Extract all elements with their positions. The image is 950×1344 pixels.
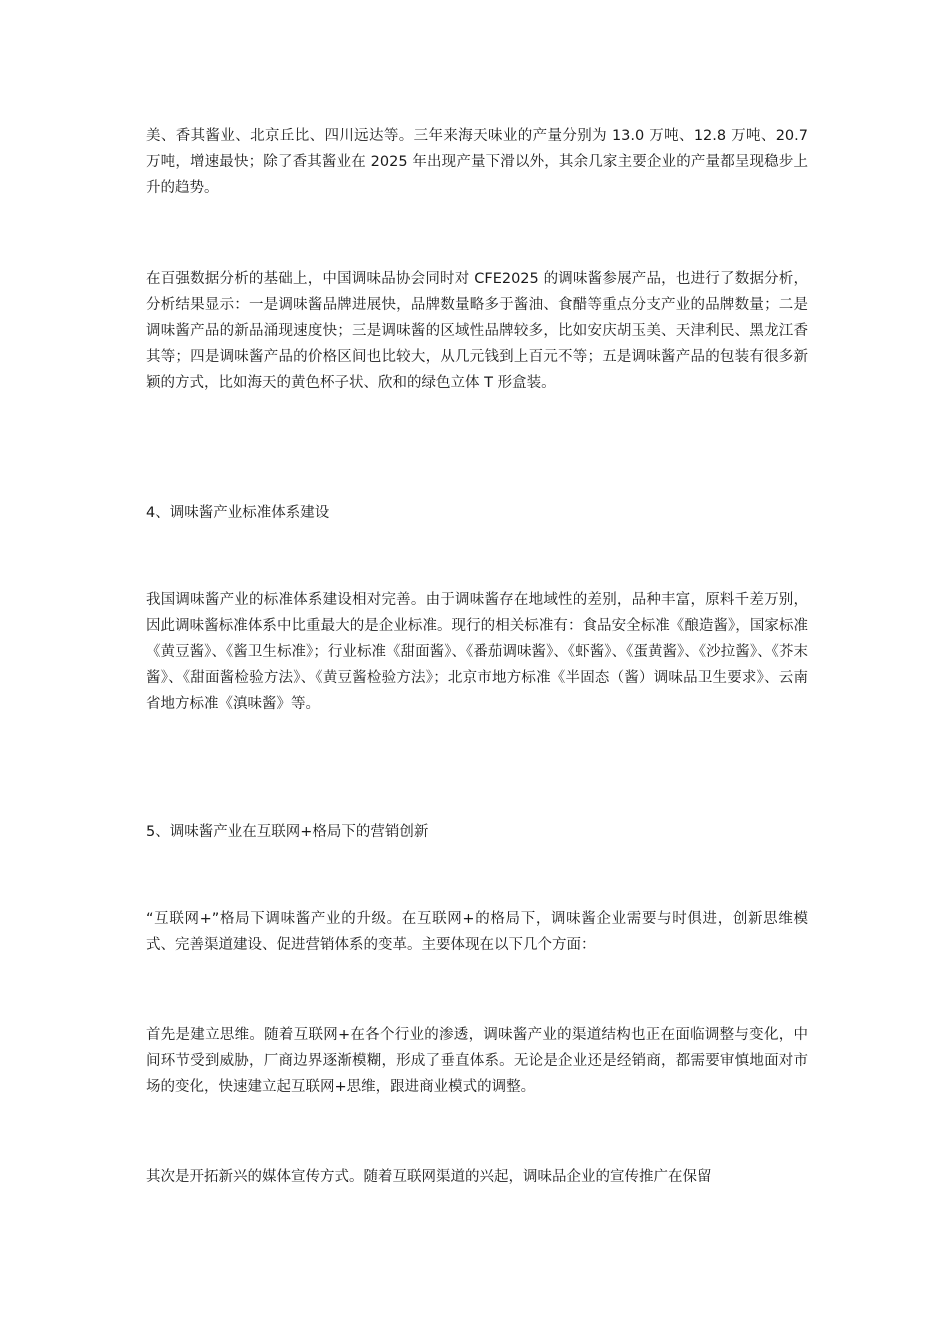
body-paragraph: 在百强数据分析的基础上，中国调味品协会同时对 CFE2025 的调味酱参展产品，也进行了数据分析，分析结果显示：一是调味酱品牌进展快，品牌数量略多于酱油、食醋等重点分支产业的品牌数量；二是调味酱产品的新品涌现速度快；三是调味酱的区域性品牌较多，比如安庆胡玉美、天津利民、黑龙江香其等；四是调味酱产品的价格区间也比较大，从几元钱到上百元不等；五是调味酱产品的包装有很多新颖的方式，比如海天的黄色杯子状、欣和的绿色立体 T 形盒装。 [146, 271, 808, 391]
body-paragraph: 我国调味酱产业的标准体系建设相对完善。由于调味酱存在地域性的差别，品种丰富，原料千差万别，因此调味酱标准体系中比重最大的是企业标准。现行的相关标准有：食品安全标准《酿造酱》，国家标准《黄豆酱》、《酱卫生标准》；行业标准《甜面酱》、《番茄调味酱》、《虾酱》、《蛋黄酱》、《沙拉酱》、《芥末酱》、《甜面酱检验方法》、《黄豆酱检验方法》；北京市地方标准《半固态（酱）调味品卫生要求》、云南省地方标准《滇味酱》等。 [146, 592, 808, 712]
body-paragraph: 美、香其酱业、北京丘比、四川远达等。三年来海天味业的产量分别为 13.0 万吨、12.8 万吨、20.7 万吨，增速最快；除了香其酱业在 2025 年出现产量下滑以外，其余几家主要企业的产量都呈现稳步上升的趋势。 [146, 128, 808, 196]
body-paragraph: 首先是建立思维。随着互联网+在各个行业的渗透，调味酱产业的渠道结构也正在面临调整与变化，中间环节受到威胁，厂商边界逐渐模糊，形成了垂直体系。无论是企业还是经销商，都需要审慎地面对市场的变化，快速建立起互联网+思维，跟进商业模式的调整。 [146, 1027, 808, 1095]
body-paragraph: “互联网+”格局下调味酱产业的升级。在互联网+的格局下，调味酱企业需要与时俱进，创新思维模式、完善渠道建设、促进营销体系的变革。主要体现在以下几个方面： [146, 911, 808, 953]
body-paragraph: 其次是开拓新兴的媒体宣传方式。随着互联网渠道的兴起，调味品企业的宣传推广在保留 [146, 1169, 712, 1185]
section-heading: 5、调味酱产业在互联网+格局下的营销创新 [146, 824, 429, 840]
section-heading: 4、调味酱产业标准体系建设 [146, 505, 330, 521]
